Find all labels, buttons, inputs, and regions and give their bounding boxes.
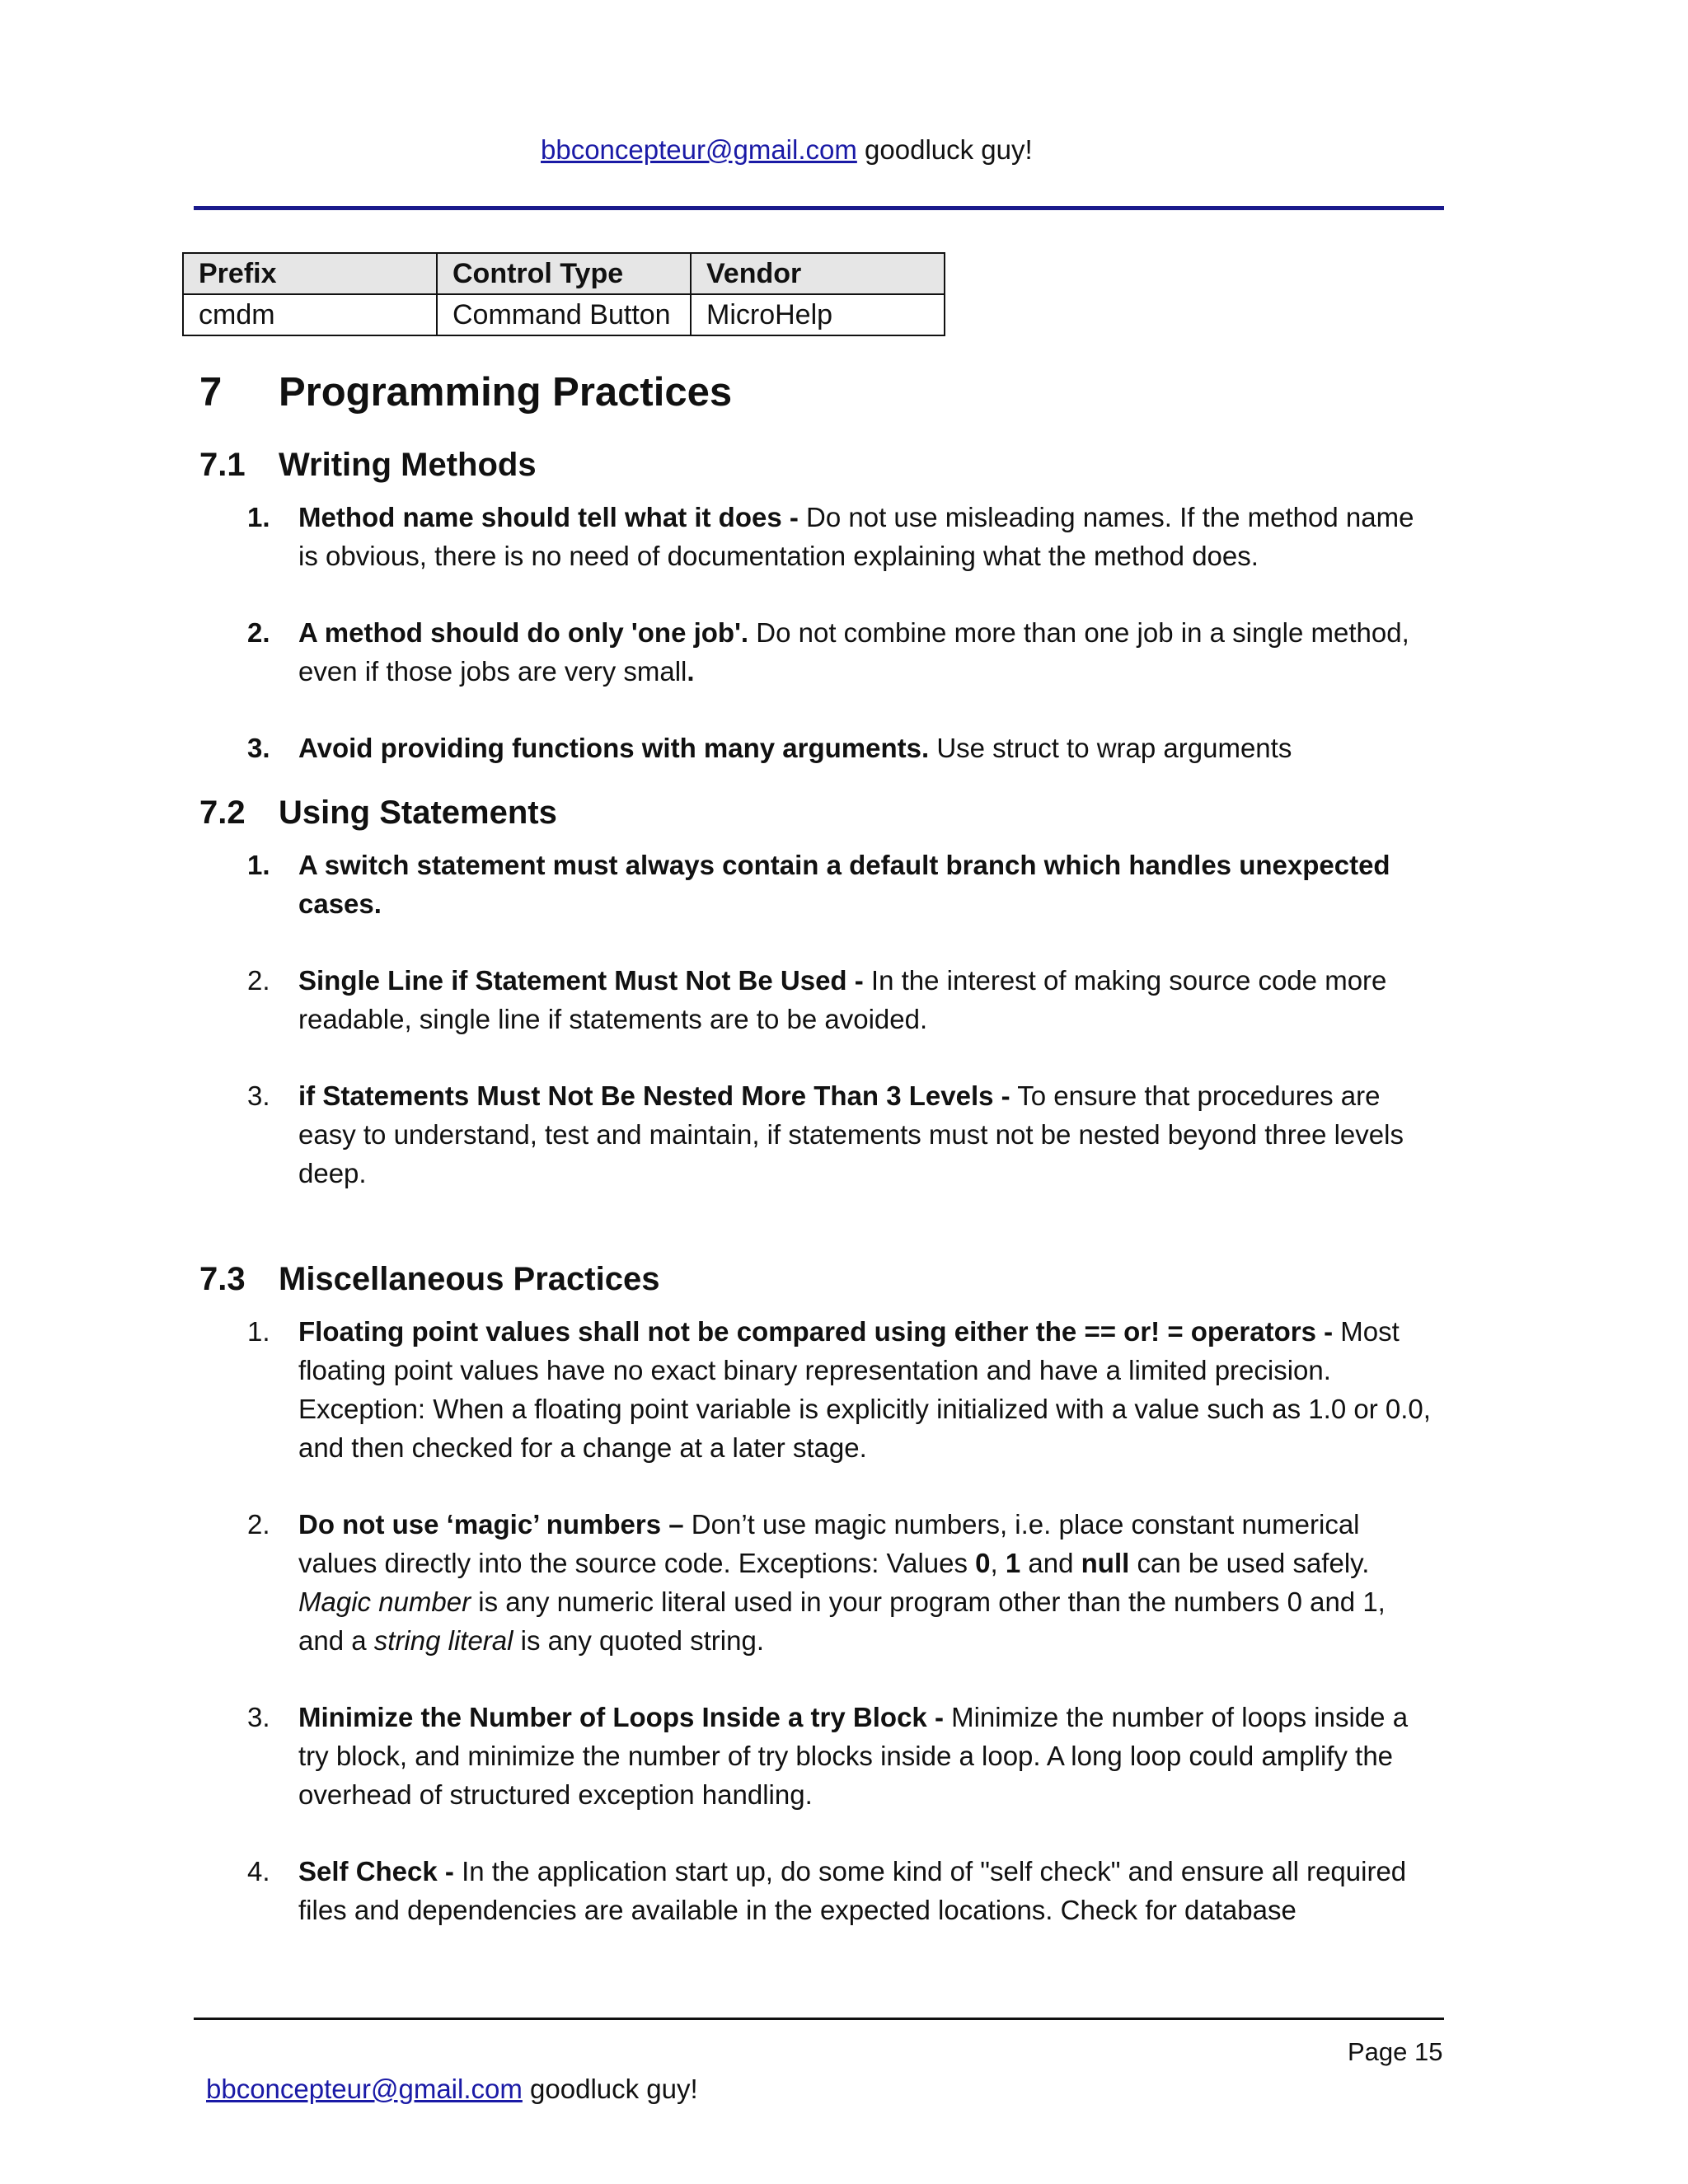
table-cell: cmdm [183,294,437,335]
item-text-bold: null [1081,1548,1130,1578]
item-text: , [990,1548,1006,1578]
section-number: 7.1 [199,447,246,483]
item-text-italic: Magic number [298,1586,471,1617]
item-title: if Statements Must Not Be Nested More Than 3 Levels - [298,1080,1010,1111]
item-text: is any quoted string. [513,1625,764,1656]
section-number: 7.2 [199,794,246,831]
item-number: 3. [247,1702,270,1732]
footer-tagline: goodluck guy! [530,2074,698,2104]
item-text: In the interest of making source code more readable, single line if statements are to be avoided. [298,965,1387,1034]
chapter-heading [199,369,732,415]
page-footer [206,2074,698,2105]
item-number: 1. [247,502,270,532]
table-header-cell: Control Type [437,253,691,294]
list-item [247,846,1434,923]
item-title: A method should do only 'one job'. [298,617,749,648]
prefix-table [182,252,945,336]
item-number: 1. [247,1316,270,1347]
footer-rule [194,2018,1444,2020]
item-text: To ensure that procedures are easy to understand, test and maintain, if statements must not be nested beyond three levels deep. [298,1080,1404,1188]
item-number: 3. [247,1080,270,1111]
item-text: Do not combine more than one job in a single method, even if those jobs are very small [298,617,1409,687]
item-text: In the application start up, do some kind of "self check" and ensure all required files and dependencies are available in the expected locations. Check for database [298,1856,1407,1925]
item-text: Don’t use magic numbers, i.e. place constant numerical values directly into the source code. Exceptions: Values [298,1509,1360,1578]
section-heading-writing-methods [199,447,537,484]
section-title: Miscellaneous Practices [279,1261,660,1297]
item-text: can be used safely. [1129,1548,1370,1578]
list-item [247,1505,1434,1660]
table-header-cell: Vendor [691,253,945,294]
writing-methods-list [247,498,1434,805]
item-title: Self Check - [298,1856,454,1886]
table-header-row [183,253,945,294]
header-tagline: goodluck guy! [865,134,1033,165]
section-title: Writing Methods [279,447,537,483]
item-title: Method name should tell what it does - [298,502,799,532]
list-item [247,613,1434,691]
section-number: 7.3 [199,1261,246,1297]
item-title: A switch statement must always contain a default branch which handles unexpected cases. [298,850,1390,919]
list-item [247,1698,1434,1814]
item-number: 2. [247,1509,270,1540]
item-text: Most floating point values have no exact binary representation and have a limited precision. Exception: When a floating point variable is explicitly initialized with a value such as 1.0 or 0.0, and then checked for a change at a later stage. [298,1316,1431,1463]
item-text-bold: 0 [975,1548,991,1578]
page-number: Page 15 [1348,2037,1443,2066]
section-title: Using Statements [279,794,557,831]
list-item [247,1312,1434,1467]
item-number: 2. [247,617,270,648]
item-number: 1. [247,850,270,880]
footer-email-link[interactable]: bbconcepteur@gmail.com [206,2074,523,2104]
table-cell: MicroHelp [691,294,945,335]
list-item [247,729,1434,767]
item-text: Use struct to wrap arguments [929,733,1292,763]
table-row [183,294,945,335]
table-cell: Command Button [437,294,691,335]
page-header [541,134,1033,166]
chapter-number: 7 [199,370,223,415]
item-text-end: . [687,656,695,687]
table-header-cell: Prefix [183,253,437,294]
list-item [247,1852,1434,1929]
item-text: is any numeric literal used in your program other than the numbers 0 and 1, and a [298,1586,1386,1656]
item-text-italic: string literal [373,1625,513,1656]
item-number: 2. [247,965,270,996]
list-item [247,1076,1434,1193]
header-rule [194,206,1444,210]
item-title: Floating point values shall not be compared using either the == or! = operators - [298,1316,1334,1347]
item-title: Avoid providing functions with many arguments. [298,733,930,763]
section-heading-miscellaneous-practices [199,1261,659,1298]
using-statements-list [247,846,1434,1230]
item-text: Do not use misleading names. If the method name is obvious, there is no need of documentation explaining what the method does. [298,502,1414,571]
list-item [247,498,1434,575]
item-text: Minimize the number of loops inside a try block, and minimize the number of try blocks inside a loop. A long loop could amplify the overhead of structured exception handling. [298,1702,1409,1810]
item-title: Minimize the Number of Loops Inside a try Block - [298,1702,944,1732]
miscellaneous-practices-list [247,1312,1434,1967]
section-heading-using-statements [199,794,557,832]
item-text-bold: 1 [1005,1548,1021,1578]
list-item [247,961,1434,1038]
header-email-link[interactable]: bbconcepteur@gmail.com [541,134,857,165]
chapter-title: Programming Practices [279,370,733,415]
item-number: 4. [247,1856,270,1886]
item-text: and [1020,1548,1081,1578]
item-title: Single Line if Statement Must Not Be Used - [298,965,864,996]
item-title: Do not use ‘magic’ numbers – [298,1509,684,1540]
item-number: 3. [247,733,270,763]
